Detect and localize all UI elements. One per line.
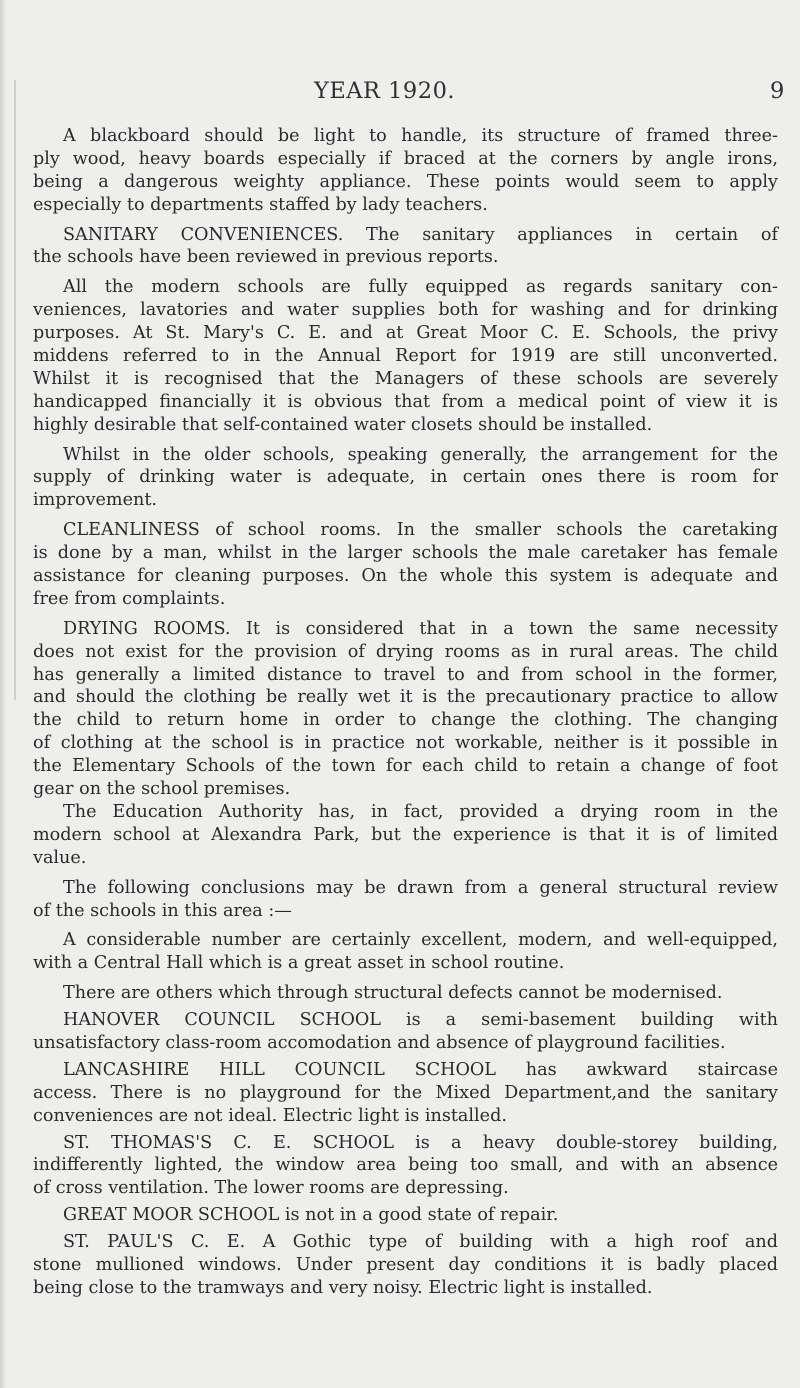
text-line: value. [33, 847, 87, 868]
paragraph-well-equipped [33, 929, 778, 975]
text-line: has generally a limited distance to travel to and from school in the former, [33, 664, 778, 685]
paragraph-cleanliness [33, 519, 778, 611]
text-line: access. There is no playground for the Mixed Department,and the sanitary [33, 1082, 778, 1103]
text-line: supply of drinking water is adequate, in certain ones there is room for [33, 467, 778, 488]
text-line: free from complaints. [33, 588, 226, 609]
text-line: is done by a man, whilst in the larger schools the male caretaker has female [33, 543, 778, 564]
paragraph-sanitary-conveniences [33, 224, 778, 270]
text-line: indifferently lighted, the window area being too small, and with an absence [33, 1155, 778, 1176]
body-text [33, 125, 778, 1300]
text-line: Whilst it is recognised that the Managers of these schools are severely [33, 368, 778, 389]
paragraph-great-moor [33, 1204, 778, 1227]
paragraph-modern-schools [33, 276, 778, 436]
text-line: SANITARY CONVENIENCES. The sanitary appliances in certain of [63, 224, 778, 245]
text-line: unsatisfactory class-room accomodation and absence of playground facilities. [33, 1032, 726, 1053]
text-line: DRYING ROOMS. It is considered that in a town the same necessity [63, 618, 778, 639]
text-line: ST. THOMAS'S C. E. SCHOOL is a heavy double-storey building, [63, 1132, 778, 1153]
text-line: assistance for cleaning purposes. On the whole this system is adequate and [33, 566, 778, 587]
text-line: purposes. At St. Mary's C. E. and at Great Moor C. E. Schools, the privy [33, 323, 778, 344]
text-line: highly desirable that self-contained water closets should be installed. [33, 414, 653, 435]
text-line: gear on the school premises. [33, 779, 291, 800]
text-line: LANCASHIRE HILL COUNCIL SCHOOL has awkward staircase [63, 1059, 778, 1080]
paragraph-structural-defects [33, 982, 778, 1005]
text-line: handicapped financially it is obvious that from a medical point of view it is [33, 391, 778, 412]
text-line: conveniences are not ideal. Electric light is installed. [33, 1105, 507, 1126]
text-line: A blackboard should be light to handle, its structure of framed three- [63, 126, 778, 146]
text-line: with a Central Hall which is a great asset in school routine. [33, 953, 565, 974]
text-line: veniences, lavatories and water supplies both for washing and for drinking [33, 300, 778, 321]
running-title: YEAR 1920. [314, 78, 456, 104]
text-line: GREAT MOOR SCHOOL is not in a good state of repair. [63, 1205, 559, 1226]
text-line: does not exist for the provision of drying rooms as in rural areas. The child [33, 641, 778, 662]
page-edge-shadow [0, 0, 6, 1388]
text-line: There are others which through structural defects cannot be modernised. [63, 983, 723, 1004]
text-line: being a dangerous weighty appliance. These points would seem to apply [33, 171, 778, 192]
text-line: ply wood, heavy boards especially if braced at the corners by angle irons, [33, 148, 778, 169]
text-line: All the modern schools are fully equipped as regards sanitary con- [63, 277, 778, 298]
text-line: stone mullioned windows. Under present day conditions it is badly placed [33, 1254, 778, 1275]
text-line: The Education Authority has, in fact, provided a drying room in the [63, 801, 778, 822]
text-line: the child to return home in order to change the clothing. The changing [33, 710, 778, 731]
page-number: 9 [770, 78, 785, 104]
page-binding-line [14, 80, 16, 700]
paragraph-drying-rooms [33, 618, 778, 801]
text-line: HANOVER COUNCIL SCHOOL is a semi-basement building with [63, 1010, 778, 1031]
text-line: middens referred to in the Annual Report for 1919 are still unconverted. [33, 346, 778, 367]
paragraph-drinking-water [33, 444, 778, 513]
text-line: modern school at Alexandra Park, but the experience is that it is of limited [33, 824, 778, 845]
paragraph-st-pauls [33, 1231, 778, 1300]
text-line: A considerable number are certainly excellent, modern, and well-equipped, [63, 930, 778, 951]
paragraph-hanover [33, 1009, 778, 1055]
paragraph-conclusions [33, 877, 778, 923]
paragraph-blackboard [33, 125, 778, 217]
text-line: the schools have been reviewed in previous reports. [33, 247, 499, 268]
paragraph-lancashire-hill [33, 1059, 778, 1128]
text-line: of the schools in this area :— [33, 900, 292, 921]
page-header [0, 78, 800, 108]
text-line: improvement. [33, 490, 158, 511]
paragraph-education-authority [33, 801, 778, 870]
text-line: of clothing at the school is in practice not workable, neither is it possible in [33, 733, 778, 754]
text-line: of cross ventilation. The lower rooms are depressing. [33, 1178, 509, 1199]
text-line: CLEANLINESS of school rooms. In the smaller schools the caretaking [63, 520, 778, 541]
text-line: the Elementary Schools of the town for each child to retain a change of foot [33, 756, 778, 777]
text-line: Whilst in the older schools, speaking generally, the arrangement for the [63, 444, 778, 465]
text-line: being close to the tramways and very noisy. Electric light is installed. [33, 1277, 653, 1298]
text-line: and should the clothing be really wet it is the precautionary practice to allow [33, 687, 778, 708]
text-line: especially to departments staffed by lady teachers. [33, 194, 488, 215]
text-line: ST. PAUL'S C. E. A Gothic type of building with a high roof and [63, 1232, 778, 1253]
text-line: The following conclusions may be drawn from a general structural review [63, 877, 778, 898]
paragraph-st-thomas [33, 1132, 778, 1201]
